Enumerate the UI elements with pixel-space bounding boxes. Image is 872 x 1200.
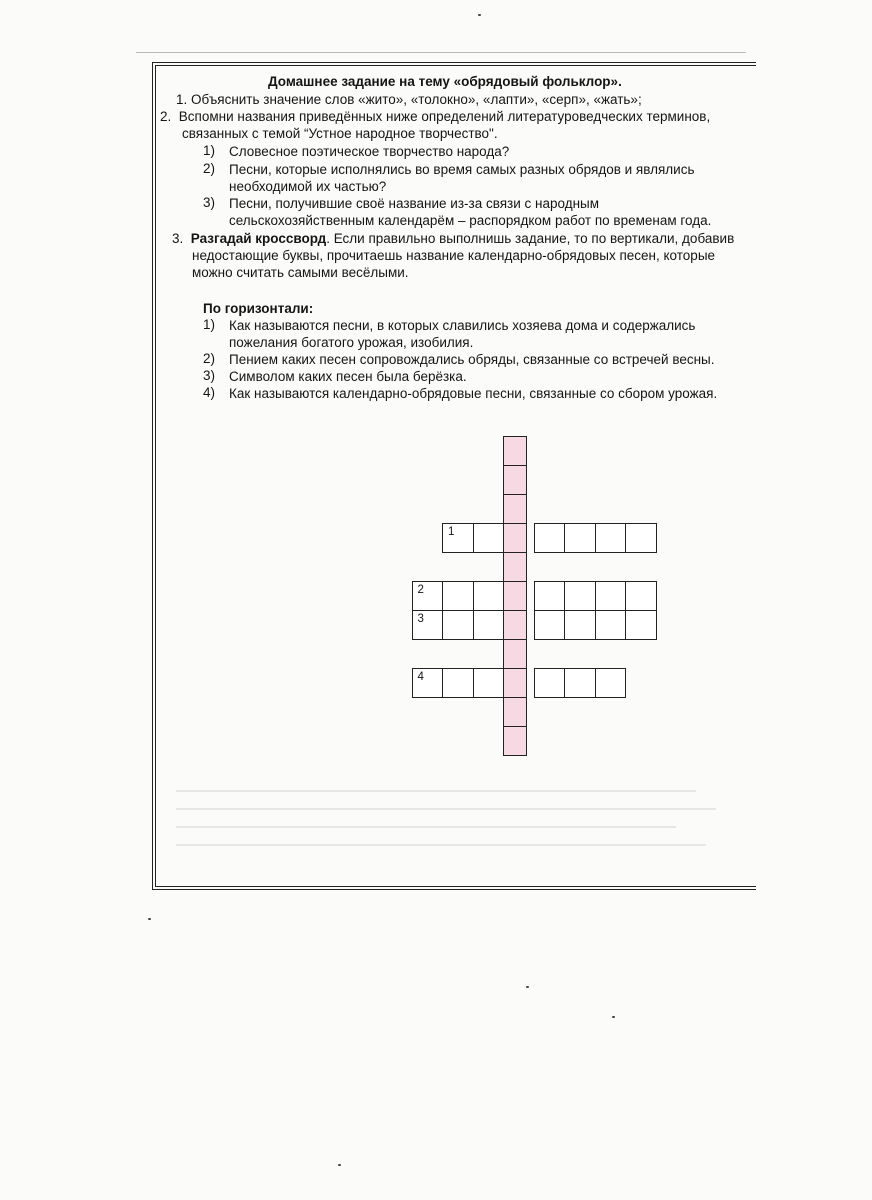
- crossword-key-cell[interactable]: [503, 610, 527, 640]
- clue-number: 2): [203, 351, 216, 366]
- scan-speck: [478, 14, 481, 16]
- task-2-item-text: необходимой их частью?: [229, 179, 387, 194]
- crossword-cell[interactable]: [564, 523, 596, 553]
- crossword-key-cell[interactable]: [503, 552, 527, 582]
- task-3-number: 3.: [172, 231, 184, 246]
- crossword-cell[interactable]: [595, 610, 627, 640]
- task-2-number: 2.: [160, 109, 172, 124]
- crossword-cell[interactable]: [473, 610, 505, 640]
- task-1-number: 1.: [176, 92, 188, 107]
- task-1-text: Объяснить значение слов «жито», «толокно», «лапти», «серп», «жать»;: [191, 92, 642, 107]
- crossword-key-cell[interactable]: [503, 494, 527, 524]
- crossword-cell[interactable]: [412, 581, 444, 611]
- task-3-lead: Разгадай кроссворд: [190, 231, 327, 246]
- crossword-cell[interactable]: [564, 581, 596, 611]
- scan-speck: [612, 1016, 615, 1018]
- bleed-through: [176, 826, 676, 828]
- scan-top-rule: [136, 52, 746, 53]
- crossword-cell[interactable]: [442, 610, 474, 640]
- crossword-cell[interactable]: [625, 523, 657, 553]
- clue-number: 1): [203, 317, 216, 332]
- crossword-key-cell[interactable]: [503, 668, 527, 698]
- crossword-cell[interactable]: [625, 581, 657, 611]
- scan-speck: [148, 918, 151, 920]
- crossword-row-number: 2: [417, 584, 424, 596]
- task-1: [176, 91, 642, 108]
- horizontal-heading: По горизонтали:: [203, 301, 314, 316]
- scan-speck: [338, 1164, 341, 1166]
- crossword-cell[interactable]: [473, 668, 505, 698]
- task-3-line-1: 3. Разгадай кроссворд. Если правильно выполнишь задание, то по вертикали, добавив: [172, 231, 735, 246]
- crossword-cell[interactable]: [534, 523, 566, 553]
- clue-text: Символом каких песен была берёзка.: [229, 369, 467, 384]
- clue-text: Как называются песни, в которых славились хозяева дома и содержались: [229, 318, 696, 333]
- task-2-item-number: 3): [203, 195, 216, 210]
- clue-number: 4): [203, 385, 216, 400]
- crossword-row-number: 1: [448, 526, 455, 538]
- crossword-cell[interactable]: [412, 668, 444, 698]
- page-title: Домашнее задание на тему «обрядовый фольклор».: [268, 74, 622, 89]
- clue-text: Пением каких песен сопровождались обряды, связанные со встречей весны.: [229, 352, 715, 367]
- crossword-key-cell[interactable]: [503, 465, 527, 495]
- crossword-key-cell[interactable]: [503, 523, 527, 553]
- bleed-through: [176, 790, 696, 792]
- crossword-key-cell[interactable]: [503, 436, 527, 466]
- task-2-item-text: сельскохозяйственным календарём – распорядком работ по временам года.: [229, 213, 712, 228]
- crossword-key-cell[interactable]: [503, 697, 527, 727]
- task-2-line-2: связанных с темой “Устное народное творчество".: [182, 126, 498, 141]
- crossword-cell[interactable]: [564, 610, 596, 640]
- clue-text: Как называются календарно-обрядовые песни, связанные со сбором урожая.: [229, 386, 718, 401]
- task-2-line-1: 2. Вспомни названия приведённых ниже определений литературоведческих терминов,: [160, 109, 711, 124]
- task-2-item-number: 1): [203, 143, 216, 158]
- crossword-key-cell[interactable]: [503, 581, 527, 611]
- crossword-cell[interactable]: [534, 581, 566, 611]
- task-2-item-text: Песни, получившие своё название из-за связи с народным: [229, 196, 600, 211]
- task-3-line-2: недостающие буквы, прочитаешь название календарно-обрядовых песен, которые: [192, 248, 716, 263]
- task-3-line-3: можно считать самыми весёлыми.: [192, 265, 409, 280]
- crossword-cell[interactable]: [534, 610, 566, 640]
- task-2-item-text: Словесное поэтическое творчество народа?: [229, 144, 510, 159]
- clue-number: 3): [203, 368, 216, 383]
- crossword-key-cell[interactable]: [503, 639, 527, 669]
- clue-text: пожелания богатого урожая, изобилия.: [229, 335, 474, 350]
- crossword-cell[interactable]: [625, 610, 657, 640]
- crossword-row-number: 4: [417, 671, 424, 683]
- crossword-cell[interactable]: [595, 523, 627, 553]
- task-2-item-text: Песни, которые исполнялись во время самых разных обрядов и являлись: [229, 162, 695, 177]
- crossword-row-number: 3: [417, 613, 424, 625]
- crossword-cell[interactable]: [473, 523, 505, 553]
- crossword-cell[interactable]: [595, 581, 627, 611]
- crossword-cell[interactable]: [412, 610, 444, 640]
- crossword-cell[interactable]: [442, 668, 474, 698]
- crossword-cell[interactable]: [442, 523, 474, 553]
- bleed-through: [176, 844, 706, 846]
- crossword-key-cell[interactable]: [503, 726, 527, 756]
- crossword-cell[interactable]: [473, 581, 505, 611]
- crossword-cell[interactable]: [595, 668, 627, 698]
- scan-speck: [526, 986, 529, 988]
- bleed-through: [176, 808, 716, 810]
- task-2-item-number: 2): [203, 161, 216, 176]
- crossword-cell[interactable]: [442, 581, 474, 611]
- crossword-cell[interactable]: [534, 668, 566, 698]
- crossword-cell[interactable]: [564, 668, 596, 698]
